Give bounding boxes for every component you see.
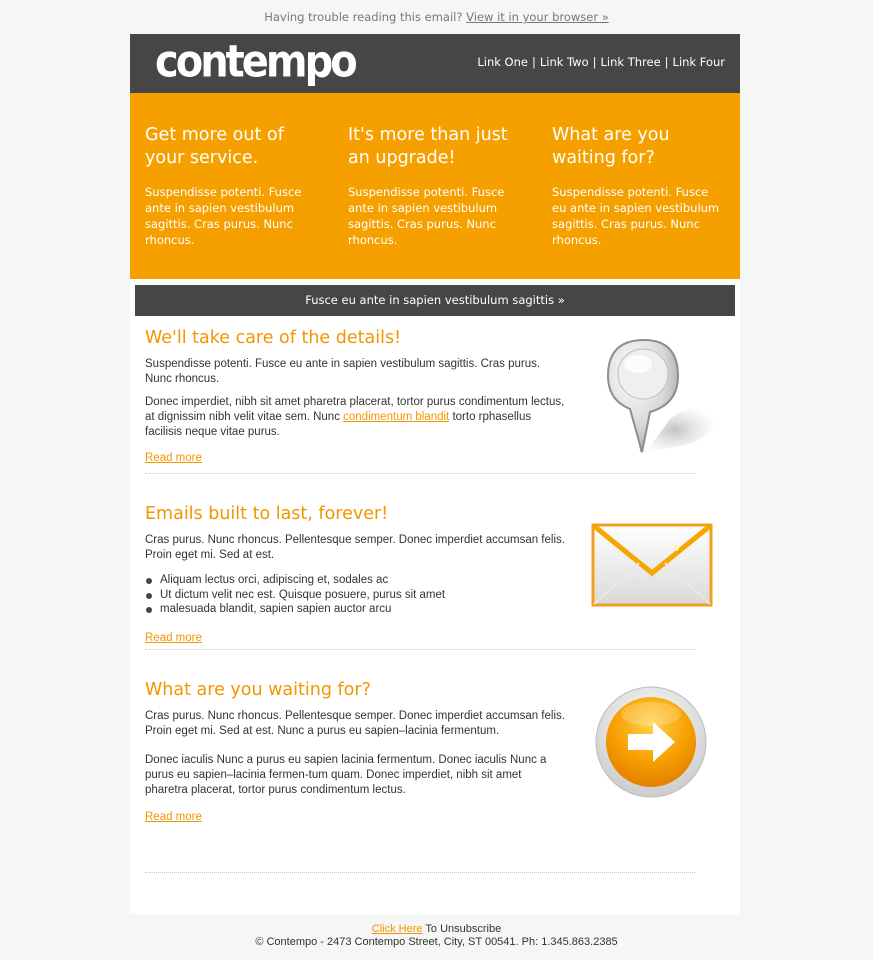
section-title: We'll take care of the details! bbox=[145, 328, 402, 348]
section-paragraph: Cras purus. Nunc rhoncus. Pellentesque semper. Donec imperdiet accumsan felis. Proin eget mi. Sed at est. bbox=[145, 534, 565, 561]
read-more-link[interactable]: Read more bbox=[145, 811, 202, 823]
hero-title-3: What are you waiting for? bbox=[552, 125, 670, 168]
footer-address: © Contempo - 2473 Contempo Street, City, ST 00541. Ph: 1.345.863.2385 bbox=[255, 936, 618, 948]
hero-text-2: Suspendisse potenti. Fusce ante in sapien vestibulum sagittis. Cras purus. Nunc rhoncus. bbox=[348, 185, 505, 247]
hero-column-2 bbox=[348, 124, 526, 248]
nav-link-one[interactable]: Link One bbox=[477, 55, 528, 69]
hero-column-1 bbox=[145, 124, 310, 248]
nav-link-three[interactable]: Link Three bbox=[600, 55, 661, 69]
header-nav: Link One | Link Two | Link Three | Link Four bbox=[477, 55, 725, 69]
preheader bbox=[0, 10, 873, 24]
read-more-link[interactable]: Read more bbox=[145, 631, 202, 644]
section-paragraph: Donec iaculis Nunc a purus eu sapien lacinia fermentum. Donec iaculis Nunc a purus eu sapien–lacinia fermen-tum quam. Donec imperdiet, nibh sit amet pharetra placerat, tortor purus condimentum lectus. bbox=[145, 754, 547, 796]
nav-link-two[interactable]: Link Two bbox=[539, 55, 589, 69]
bullet-list bbox=[145, 573, 565, 617]
divider bbox=[145, 872, 695, 873]
map-pin-icon bbox=[600, 334, 720, 459]
logo[interactable]: contempo bbox=[155, 36, 355, 88]
hero-title-1: Get more out of your service. bbox=[145, 125, 284, 168]
nav-link-four[interactable]: Link Four bbox=[672, 55, 725, 69]
hero-title-2: It's more than just an upgrade! bbox=[348, 125, 508, 168]
email-header bbox=[130, 34, 740, 93]
section-paragraph: Cras purus. Nunc rhoncus. Pellentesque semper. Donec imperdiet accumsan felis. Proin eget mi. Sed at est. Nunc a purus eu sapien–lacinia fermentum. bbox=[145, 710, 565, 737]
unsubscribe-link[interactable]: Click Here bbox=[371, 923, 423, 935]
section-paragraph: Donec imperdiet, nibh sit amet pharetra placerat, tortor purus condimentum lectus, at dignissim nibh velit vitae sem. Nunc condimentum blandit torto rphasellus facilisis neque vitae purus. bbox=[145, 396, 565, 438]
arrow-right-circle-icon bbox=[593, 684, 709, 800]
section-title: What are you waiting for? bbox=[145, 680, 371, 700]
view-in-browser-link[interactable]: View it in your browser » bbox=[466, 10, 609, 24]
list-item: Aliquam lectus orci, adipiscing et, sodales ac bbox=[145, 573, 565, 588]
read-more-link[interactable]: Read more bbox=[145, 452, 202, 464]
envelope-icon bbox=[591, 523, 713, 607]
hero-column-3 bbox=[552, 124, 722, 248]
email-body bbox=[130, 34, 740, 914]
hero-text-3: Suspendisse potenti. Fusce eu ante in sapien vestibulum sagittis. Cras purus. Nunc rhoncus. bbox=[552, 185, 720, 247]
section-title: Emails built to last, forever! bbox=[145, 504, 389, 524]
hero-banner bbox=[130, 93, 740, 279]
list-item: Ut dictum velit nec est. Quisque posuere, purus sit amet bbox=[145, 588, 565, 603]
footer: Click Here To Unsubscribe © Contempo - 2473 Contempo Street, City, ST 00541. Ph: 1.345.863.2385 bbox=[0, 923, 873, 949]
hero-text-1: Suspendisse potenti. Fusce ante in sapien vestibulum sagittis. Cras purus. Nunc rhoncus. bbox=[145, 185, 302, 247]
section-paragraph: Suspendisse potenti. Fusce eu ante in sapien vestibulum sagittis. Cras purus. Nunc rhoncus. bbox=[145, 358, 541, 385]
preheader-text: Having trouble reading this email? bbox=[264, 10, 463, 24]
cta-bar-link[interactable]: Fusce eu ante in sapien vestibulum sagittis » bbox=[135, 285, 735, 316]
condimentum-blandit-link[interactable]: condimentum blandit bbox=[343, 411, 450, 423]
divider bbox=[145, 649, 695, 650]
divider bbox=[145, 473, 695, 474]
list-item: malesuada blandit, sapien sapien auctor arcu bbox=[145, 602, 565, 617]
